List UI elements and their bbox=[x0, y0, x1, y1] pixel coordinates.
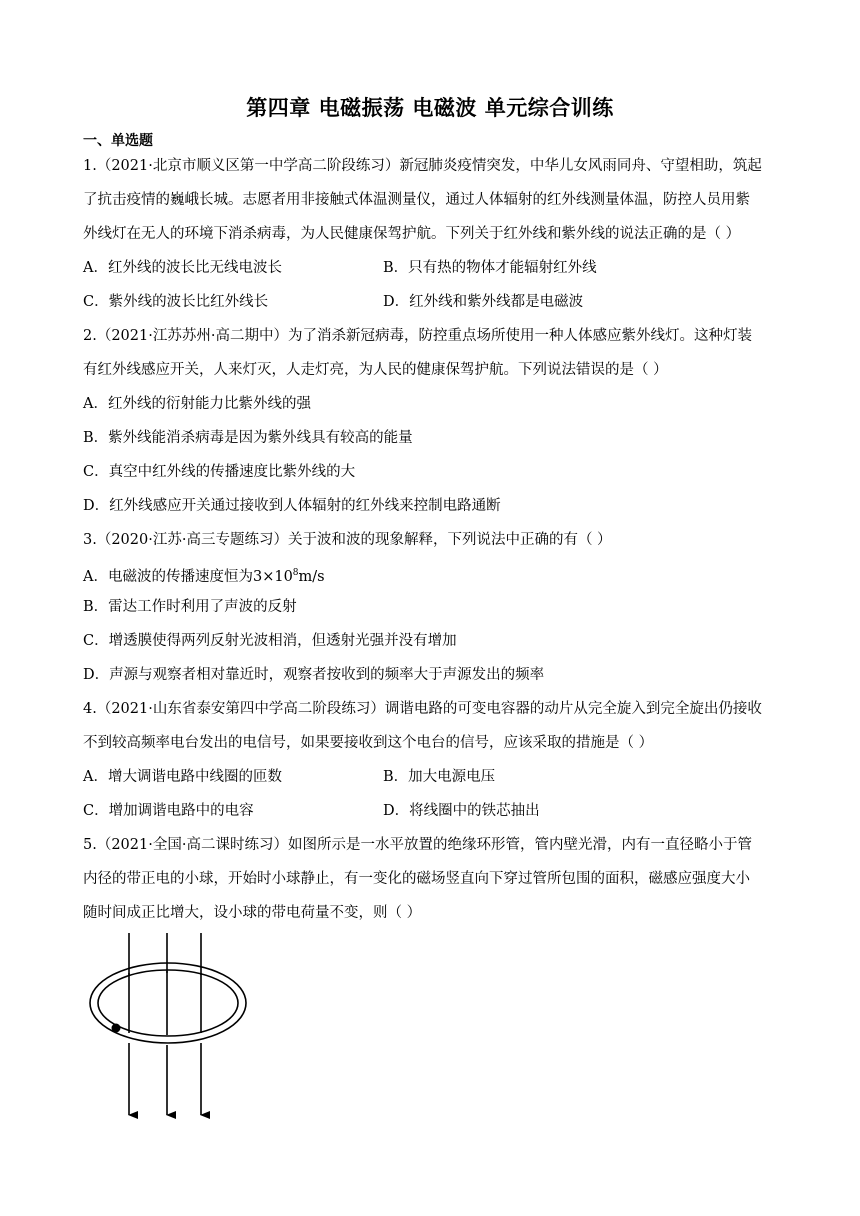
q1-line-1: 1.（2021·北京市顺义区第一中学高二阶段练习）新冠肺炎疫情突发，中华儿女风雨同舟、守望相助，筑起 bbox=[83, 158, 762, 174]
q1-line-3: 外线灯在无人的环境下消杀病毒，为人民健康保驾护航。下列关于红外线和紫外线的说法正确的是（ ） bbox=[83, 226, 741, 242]
q3-option-c: C．增透膜使得两列反射光波相消，但透射光强并没有增加 bbox=[83, 633, 457, 649]
q2-line-1: 2.（2021·江苏苏州·高二期中）为了消杀新冠病毒，防控重点场所使用一种人体感应紫外线灯。这种灯装 bbox=[83, 328, 752, 344]
q4-option-b: B．加大电源电压 bbox=[383, 769, 496, 785]
q3-option-a-unit: m/s bbox=[298, 569, 325, 585]
q3-option-d: D．声源与观察者相对靠近时，观察者按收到的频率大于声源发出的频率 bbox=[83, 667, 545, 683]
ring-tube-figure bbox=[80, 925, 260, 1125]
q5-line-3: 随时间成正比增大，设小球的带电荷量不变，则（ ） bbox=[83, 905, 422, 921]
q4-line-1: 4.（2021·山东省泰安第四中学高二阶段练习）调谐电路的可变电容器的动片从完全旋入到完全旋出仍接收 bbox=[83, 701, 762, 717]
q2-option-d: D．红外线感应开关通过接收到人体辐射的红外线来控制电路通断 bbox=[83, 498, 501, 514]
q1-option-c: C．紫外线的波长比红外线长 bbox=[83, 294, 269, 310]
q3-line-1: 3.（2020·江苏·高三专题练习）关于波和波的现象解释，下列说法中正确的有（ ） bbox=[83, 532, 612, 548]
q2-option-c: C．真空中红外线的传播速度比紫外线的大 bbox=[83, 464, 356, 480]
q4-option-d: D．将线圈中的铁芯抽出 bbox=[383, 803, 540, 819]
q2-line-2: 有红外线感应开关，人来灯灭，人走灯亮，为人民的健康保驾护航。下列说法错误的是（ ） bbox=[83, 362, 668, 378]
q3-option-a-exponent: 8 bbox=[292, 568, 299, 578]
q5-line-2: 内径的带正电的小球，开始时小球静止，有一变化的磁场竖直向下穿过管所包围的面积，磁感应强度大小 bbox=[83, 871, 750, 887]
q1-line-2: 了抗击疫情的巍峨长城。志愿者用非接触式体温测量仪，通过人体辐射的红外线测量体温，防控人员用紫 bbox=[83, 192, 750, 208]
q2-option-a: A．红外线的衍射能力比紫外线的强 bbox=[83, 396, 311, 412]
q3-option-b: B．雷达工作时利用了声波的反射 bbox=[83, 599, 297, 615]
q1-option-a: A．红外线的波长比无线电波长 bbox=[83, 260, 282, 276]
q5-line-1: 5.（2021·全国·高二课时练习）如图所示是一水平放置的绝缘环形管，管内壁光滑，内有一直径略小于管 bbox=[83, 837, 752, 853]
section-heading: 一、单选题 bbox=[83, 133, 153, 149]
q2-option-b: B．紫外线能消杀病毒是因为紫外线具有较高的能量 bbox=[83, 430, 413, 446]
charged-ball bbox=[112, 1024, 121, 1033]
q4-line-2: 不到较高频率电台发出的电信号，如果要接收到这个电台的信号，应该采取的措施是（ ） bbox=[83, 735, 654, 751]
page-title: 第四章 电磁振荡 电磁波 单元综合训练 bbox=[246, 96, 614, 120]
q1-option-b: B．只有热的物体才能辐射红外线 bbox=[383, 260, 597, 276]
q4-option-a: A．增大调谐电路中线圈的匝数 bbox=[83, 769, 282, 785]
q3-option-a bbox=[83, 563, 325, 587]
q1-option-d: D．红外线和紫外线都是电磁波 bbox=[383, 294, 584, 310]
q3-option-a-text: A．电磁波的传播速度恒为3×10 bbox=[83, 569, 293, 585]
q4-option-c: C．增加调谐电路中的电容 bbox=[83, 803, 254, 819]
